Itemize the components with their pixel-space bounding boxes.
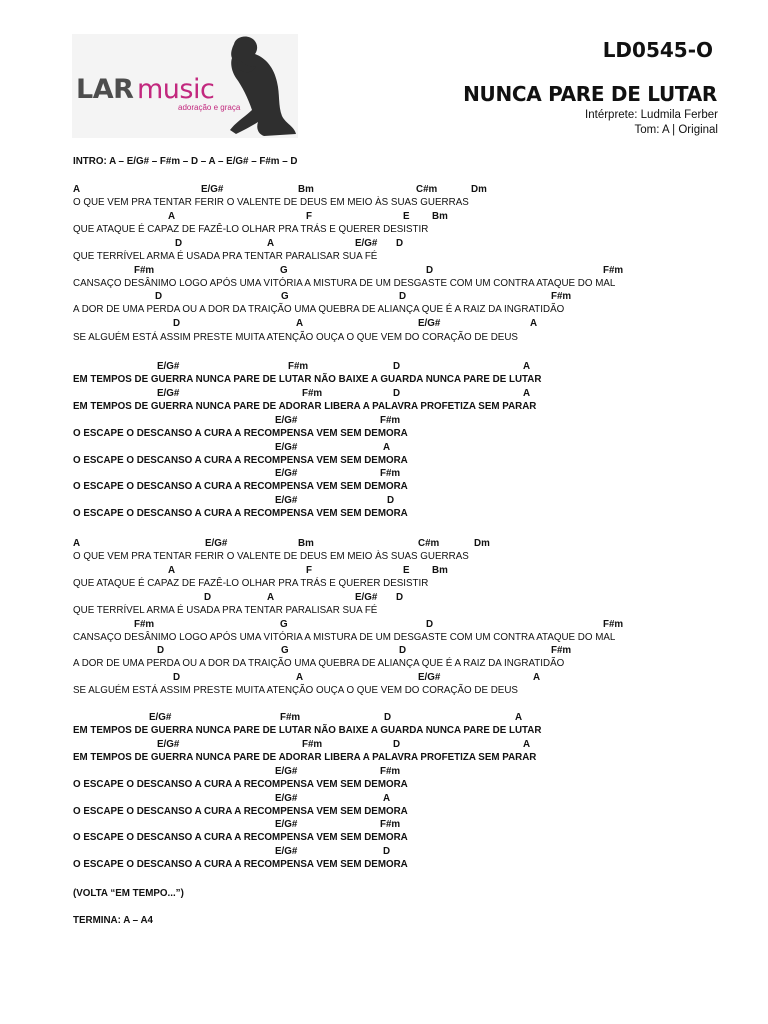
lyric-line: SE ALGUÉM ESTÁ ASSIM PRESTE MUITA ATENÇÃO OUÇA O QUE VEM DO CORAÇÃO DE DEUS xyxy=(73,332,518,343)
chord: D xyxy=(426,619,434,630)
larmusic-logo xyxy=(72,34,298,138)
lyric-line: EM TEMPOS DE GUERRA NUNCA PARE DE LUTAR NÃO BAIXE A GUARDA NUNCA PARE DE LUTAR xyxy=(73,725,542,736)
chord: F#m xyxy=(302,388,323,399)
lyric-line: EM TEMPOS DE GUERRA NUNCA PARE DE ADORAR LIBERA A PALAVRA PROFETIZA SEM PARAR xyxy=(73,401,537,412)
tom: Tom: A | Original xyxy=(634,124,718,136)
lyric-line: SE ALGUÉM ESTÁ ASSIM PRESTE MUITA ATENÇÃO OUÇA O QUE VEM DO CORAÇÃO DE DEUS xyxy=(73,685,518,696)
lyric-line: CANSAÇO DESÂNIMO LOGO APÓS UMA VITÓRIA A MISTURA DE UM DESGASTE COM UM CONTRA ATAQUE DO MAL xyxy=(73,632,616,643)
lyric-line: O QUE VEM PRA TENTAR FERIR O VALENTE DE DEUS EM MEIO ÀS SUAS GUERRAS xyxy=(73,551,469,562)
chord: E/G# xyxy=(275,793,298,804)
chord: A xyxy=(267,238,275,249)
lyric-line: QUE ATAQUE É CAPAZ DE FAZÊ-LO OLHAR PRA TRÁS E QUERER DESISTIR xyxy=(73,578,429,589)
lyric-line: O QUE VEM PRA TENTAR FERIR O VALENTE DE DEUS EM MEIO ÀS SUAS GUERRAS xyxy=(73,197,469,208)
lyric-line: A DOR DE UMA PERDA OU A DOR DA TRAIÇÃO UMA QUEBRA DE ALIANÇA QUE É A RAIZ DA INGRATIDÃO xyxy=(73,658,565,669)
chord: F#m xyxy=(134,265,155,276)
chord: D xyxy=(383,846,391,857)
logo-tagline: adoração e graça xyxy=(178,103,241,112)
chord: F#m xyxy=(551,291,572,302)
chord: F#m xyxy=(380,819,401,830)
intro-line: INTRO: A – E/G# – F#m – D – A – E/G# – F#m – D xyxy=(73,156,298,167)
chord: C#m xyxy=(416,184,438,195)
chord: A xyxy=(267,592,275,603)
chord: D xyxy=(426,265,434,276)
chord: Bm xyxy=(298,538,314,549)
chord: E/G# xyxy=(275,468,298,479)
lyric-line: QUE TERRÍVEL ARMA É USADA PRA TENTAR PARALISAR SUA FÉ xyxy=(73,605,378,616)
chord: A xyxy=(523,361,531,372)
chord: F#m xyxy=(302,739,323,750)
chord: D xyxy=(173,318,181,329)
chord: F#m xyxy=(280,712,301,723)
chord: F#m xyxy=(134,619,155,630)
chord: A xyxy=(296,672,304,683)
logo-brand-music: music xyxy=(137,74,215,105)
chord: Bm xyxy=(432,211,448,222)
chord: D xyxy=(157,645,165,656)
chord: D xyxy=(393,739,401,750)
chord: E/G# xyxy=(157,739,180,750)
song-title: NUNCA PARE DE LUTAR xyxy=(463,82,717,106)
chord: F#m xyxy=(603,619,624,630)
chord: Dm xyxy=(471,184,487,195)
chord: E xyxy=(403,565,410,576)
chord: G xyxy=(280,265,288,276)
chord: D xyxy=(387,495,395,506)
chord: A xyxy=(73,538,81,549)
chord: A xyxy=(383,793,391,804)
lyric-line: O ESCAPE O DESCANSO A CURA A RECOMPENSA VEM SEM DEMORA xyxy=(73,779,408,790)
chord: E/G# xyxy=(275,846,298,857)
chord: G xyxy=(281,291,289,302)
chord: A xyxy=(168,211,176,222)
chord: D xyxy=(399,645,407,656)
chord: E/G# xyxy=(418,318,441,329)
chord: A xyxy=(533,672,541,683)
volta-note: (VOLTA “EM TEMPO...”) xyxy=(73,888,184,899)
chord: D xyxy=(175,238,183,249)
chord: E/G# xyxy=(355,592,378,603)
chord: D xyxy=(173,672,181,683)
chord: D xyxy=(399,291,407,302)
chord: G xyxy=(280,619,288,630)
chord: E/G# xyxy=(201,184,224,195)
chord: A xyxy=(515,712,523,723)
chord: D xyxy=(155,291,163,302)
chord: E/G# xyxy=(157,361,180,372)
lyric-line: O ESCAPE O DESCANSO A CURA A RECOMPENSA VEM SEM DEMORA xyxy=(73,428,408,439)
chord: D xyxy=(396,238,404,249)
chord: D xyxy=(393,388,401,399)
chord: E/G# xyxy=(275,415,298,426)
lyric-line: O ESCAPE O DESCANSO A CURA A RECOMPENSA VEM SEM DEMORA xyxy=(73,859,408,870)
chord: E/G# xyxy=(275,442,298,453)
chord: E/G# xyxy=(275,495,298,506)
chord: A xyxy=(523,388,531,399)
chord: E/G# xyxy=(149,712,172,723)
chord: A xyxy=(383,442,391,453)
lyric-line: O ESCAPE O DESCANSO A CURA A RECOMPENSA VEM SEM DEMORA xyxy=(73,832,408,843)
interprete: Intérprete: Ludmila Ferber xyxy=(585,109,718,121)
lyric-line: CANSAÇO DESÂNIMO LOGO APÓS UMA VITÓRIA A MISTURA DE UM DESGASTE COM UM CONTRA ATAQUE DO MAL xyxy=(73,278,616,289)
chord: D xyxy=(204,592,212,603)
chord: E/G# xyxy=(275,819,298,830)
chord: D xyxy=(384,712,392,723)
lyric-line: A DOR DE UMA PERDA OU A DOR DA TRAIÇÃO UMA QUEBRA DE ALIANÇA QUE É A RAIZ DA INGRATIDÃO xyxy=(73,304,565,315)
chord: E/G# xyxy=(205,538,228,549)
song-code: LD0545-O xyxy=(602,38,713,62)
chord: F#m xyxy=(380,766,401,777)
lyric-line: EM TEMPOS DE GUERRA NUNCA PARE DE LUTAR NÃO BAIXE A GUARDA NUNCA PARE DE LUTAR xyxy=(73,374,542,385)
chord: G xyxy=(281,645,289,656)
chord: F xyxy=(306,565,312,576)
chord: E/G# xyxy=(275,766,298,777)
chord: F#m xyxy=(288,361,309,372)
lyric-line: O ESCAPE O DESCANSO A CURA A RECOMPENSA VEM SEM DEMORA xyxy=(73,481,408,492)
chord: A xyxy=(168,565,176,576)
chord: A xyxy=(296,318,304,329)
logo-brand-lar: LAR xyxy=(76,74,134,105)
chord: E/G# xyxy=(418,672,441,683)
chord: Bm xyxy=(432,565,448,576)
chord: C#m xyxy=(418,538,440,549)
chord: E/G# xyxy=(157,388,180,399)
chord: A xyxy=(530,318,538,329)
chord: F#m xyxy=(380,468,401,479)
lyric-line: QUE TERRÍVEL ARMA É USADA PRA TENTAR PARALISAR SUA FÉ xyxy=(73,251,378,262)
lyric-line: EM TEMPOS DE GUERRA NUNCA PARE DE ADORAR LIBERA A PALAVRA PROFETIZA SEM PARAR xyxy=(73,752,537,763)
lyric-line: QUE ATAQUE É CAPAZ DE FAZÊ-LO OLHAR PRA TRÁS E QUERER DESISTIR xyxy=(73,224,429,235)
chord: F#m xyxy=(603,265,624,276)
chord: F xyxy=(306,211,312,222)
chord: Bm xyxy=(298,184,314,195)
kneeling-figure-icon xyxy=(222,34,302,138)
chord: F#m xyxy=(551,645,572,656)
chord: A xyxy=(73,184,81,195)
chord: D xyxy=(393,361,401,372)
chord: A xyxy=(523,739,531,750)
chord: F#m xyxy=(380,415,401,426)
chord: D xyxy=(396,592,404,603)
lyric-line: O ESCAPE O DESCANSO A CURA A RECOMPENSA VEM SEM DEMORA xyxy=(73,806,408,817)
chord: E xyxy=(403,211,410,222)
chord: E/G# xyxy=(355,238,378,249)
chord: Dm xyxy=(474,538,490,549)
lyric-line: O ESCAPE O DESCANSO A CURA A RECOMPENSA VEM SEM DEMORA xyxy=(73,508,408,519)
lyric-line: O ESCAPE O DESCANSO A CURA A RECOMPENSA VEM SEM DEMORA xyxy=(73,455,408,466)
termina-note: TERMINA: A – A4 xyxy=(73,915,154,926)
